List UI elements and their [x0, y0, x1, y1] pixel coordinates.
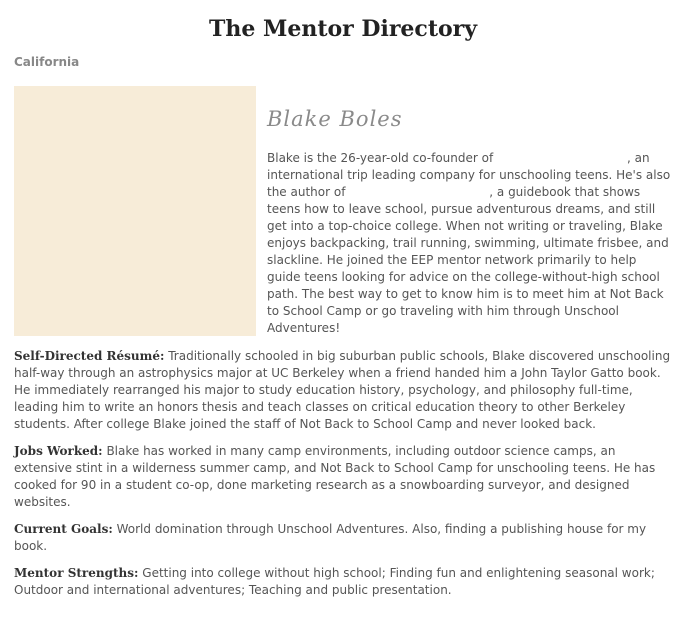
mentor-directory-page: [14, 0, 672, 599]
section-jobs: [14, 443, 672, 511]
bio-text-part3: , a guidebook that shows teens how to leave school, pursue adventurous dreams, and still get into a top-choice college. When not writing or traveling, Blake enjoys backpacking, trail running, swimming, ultimate frisbee, and slackline. He joined the EEP mentor network primarily to help guide teens looking for advice on the college-without-high school path. The best way to get to know him is to meet him at Not Back to School Camp or go traveling with him through Unschool Adventures!: [267, 185, 669, 335]
page-title: The Mentor Directory: [208, 16, 478, 42]
section-text: Blake has worked in many camp environments, including outdoor science camps, an extensive stint in a wilderness summer camp, and Not Back to School Camp for unschooling teens. He has cooked for 90 in a student co-op, done marketing research as a snowboarding surveyor, and designed websites.: [14, 444, 656, 509]
region-heading: California: [14, 55, 80, 69]
mentor-name: Blake Boles: [267, 107, 403, 131]
section-strengths: [14, 565, 672, 599]
section-label: Mentor Strengths:: [14, 566, 139, 580]
mentor-photo-placeholder: [14, 86, 256, 336]
section-label: Self-Directed Résumé:: [14, 349, 165, 363]
mentor-bio: [267, 150, 672, 337]
section-text: Getting into college without high school; Finding fun and enlightening seasonal work; Outdoor and international adventures; Teaching and public presentation.: [14, 566, 655, 597]
section-goals: [14, 521, 672, 555]
section-label: Current Goals:: [14, 522, 113, 536]
mentor-profile: [14, 86, 672, 336]
section-resume: [14, 348, 672, 433]
mentor-bio-column: [267, 104, 672, 337]
bio-text-part1: Blake is the 26-year-old co-founder of: [267, 151, 494, 165]
section-label: Jobs Worked:: [14, 444, 103, 458]
section-text: Traditionally schooled in big suburban public schools, Blake discovered unschooling half-way through an astrophysics major at UC Berkeley when a friend handed him a John Taylor Gatto book. He immediately rearranged his major to study education history, psychology, and philosophy full-time, leading him to write an honors thesis and teach classes on critical education theory to other Berkeley students. After college Blake joined the staff of Not Back to School Camp and never looked back.: [14, 349, 671, 431]
bio-text-part2: , an international trip leading company for unschooling teens. He's also the author of: [267, 151, 671, 199]
section-text: World domination through Unschool Adventures. Also, finding a publishing house for my book.: [14, 522, 647, 553]
